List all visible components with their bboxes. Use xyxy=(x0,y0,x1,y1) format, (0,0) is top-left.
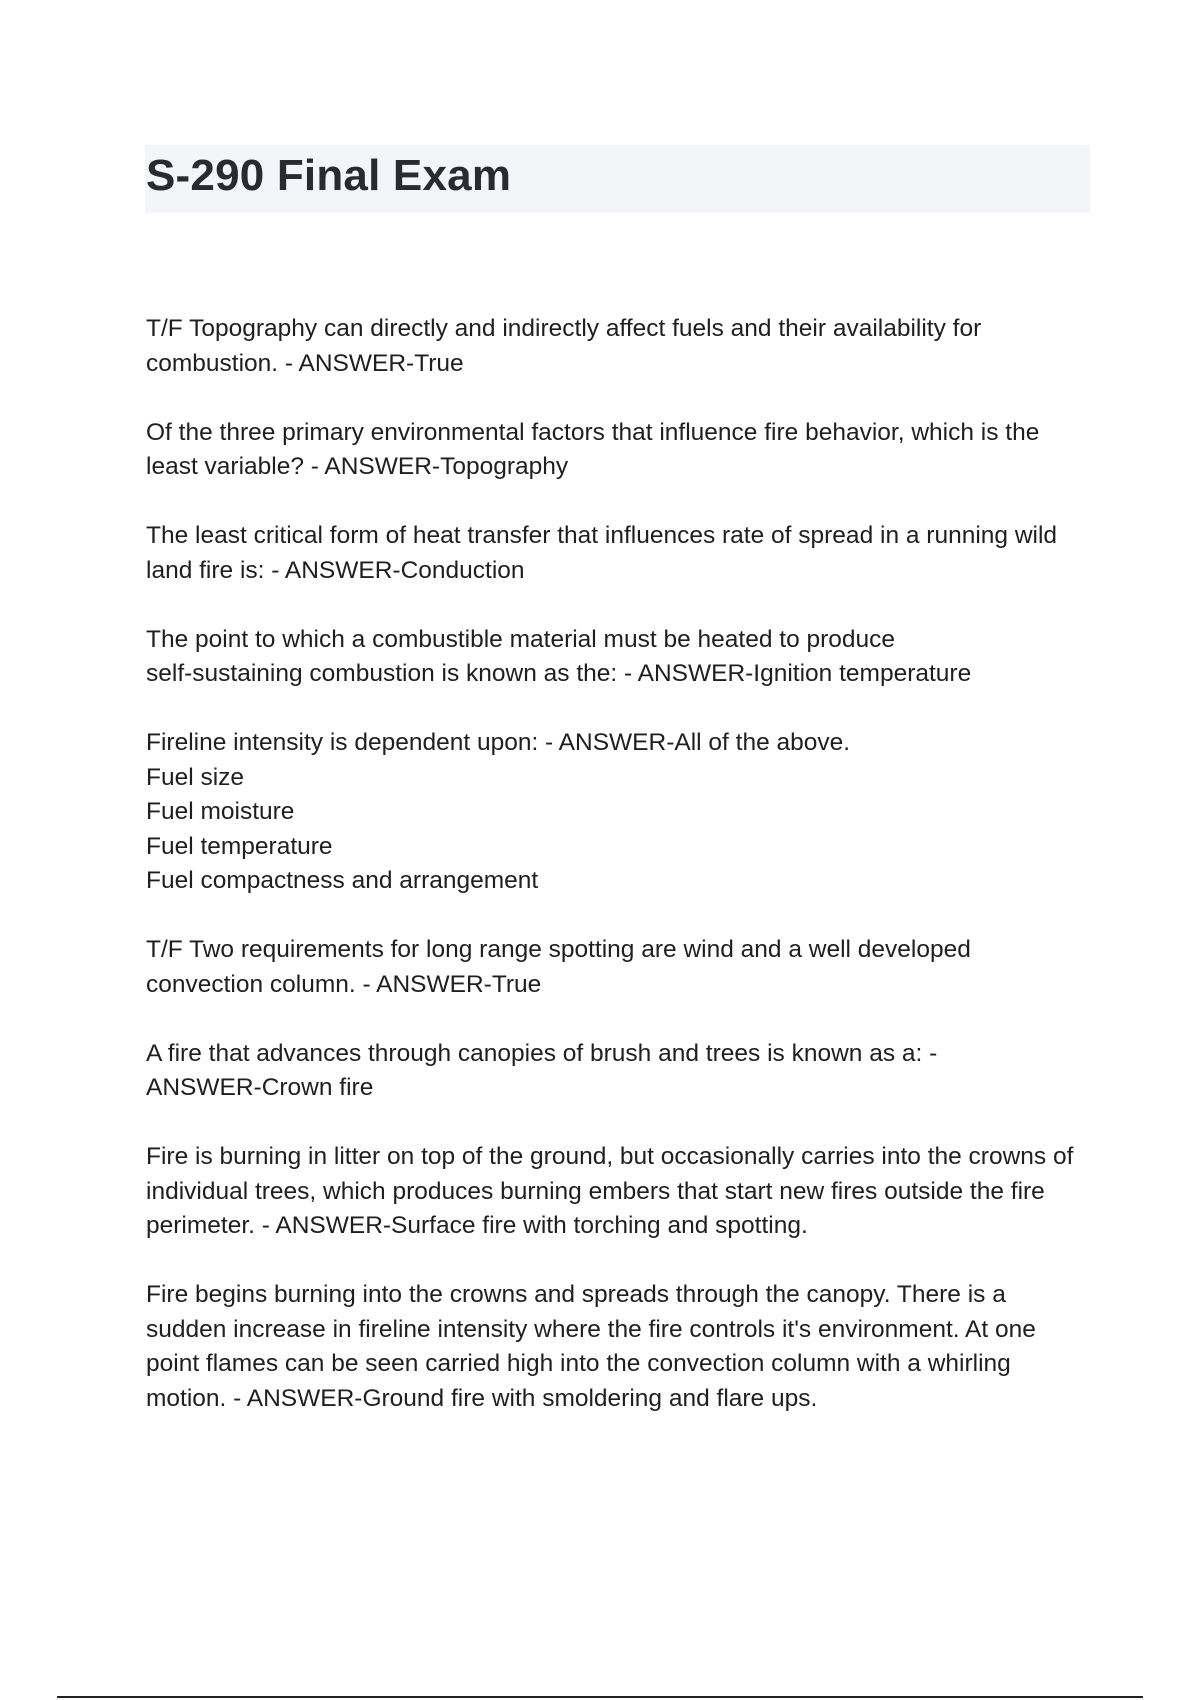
footer-divider xyxy=(57,1696,1143,1698)
qa-item-2: Of the three primary environmental factors that influence fire behavior, which is the least variable? - ANSWER-Topography xyxy=(146,418,1040,480)
qa-item-3: The least critical form of heat transfer that influences rate of spread in a running wild land fire is: - ANSWER-Conduction xyxy=(146,522,1058,584)
page-title: S-290 Final Exam xyxy=(146,151,512,200)
qa-item-6: T/F Two requirements for long range spotting are wind and a well developed convection column. - ANSWER-True xyxy=(146,936,971,998)
qa-item-7: A fire that advances through canopies of brush and trees is known as a: - ANSWER-Crown fire xyxy=(146,1039,938,1101)
qa-item-8: Fire is burning in litter on top of the ground, but occasionally carries into the crowns of individual trees, which produces burning embers that start new fires outside the fire perimeter. - ANSWER-Surface fire with torching and spotting. xyxy=(146,1143,1074,1239)
qa-list xyxy=(146,312,1086,1451)
qa-item-9: Fire begins burning into the crowns and spreads through the canopy. There is a sudden increase in fireline intensity where the fire controls it's environment. At one point flames can be seen carried high into the convection column with a whirling motion. - ANSWER-Ground fire with smoldering and flare ups. xyxy=(146,1281,1036,1412)
qa-item-5: Fireline intensity is dependent upon: - ANSWER-All of the above. Fuel size Fuel moisture Fuel temperature Fuel compactness and arrangement xyxy=(146,729,851,894)
qa-item-4: The point to which a combustible material must be heated to produce self-sustaining combustion is known as the: - ANSWER-Ignition temperature xyxy=(146,625,972,687)
qa-item-1: T/F Topography can directly and indirectly affect fuels and their availability for combustion. - ANSWER-True xyxy=(146,315,982,377)
